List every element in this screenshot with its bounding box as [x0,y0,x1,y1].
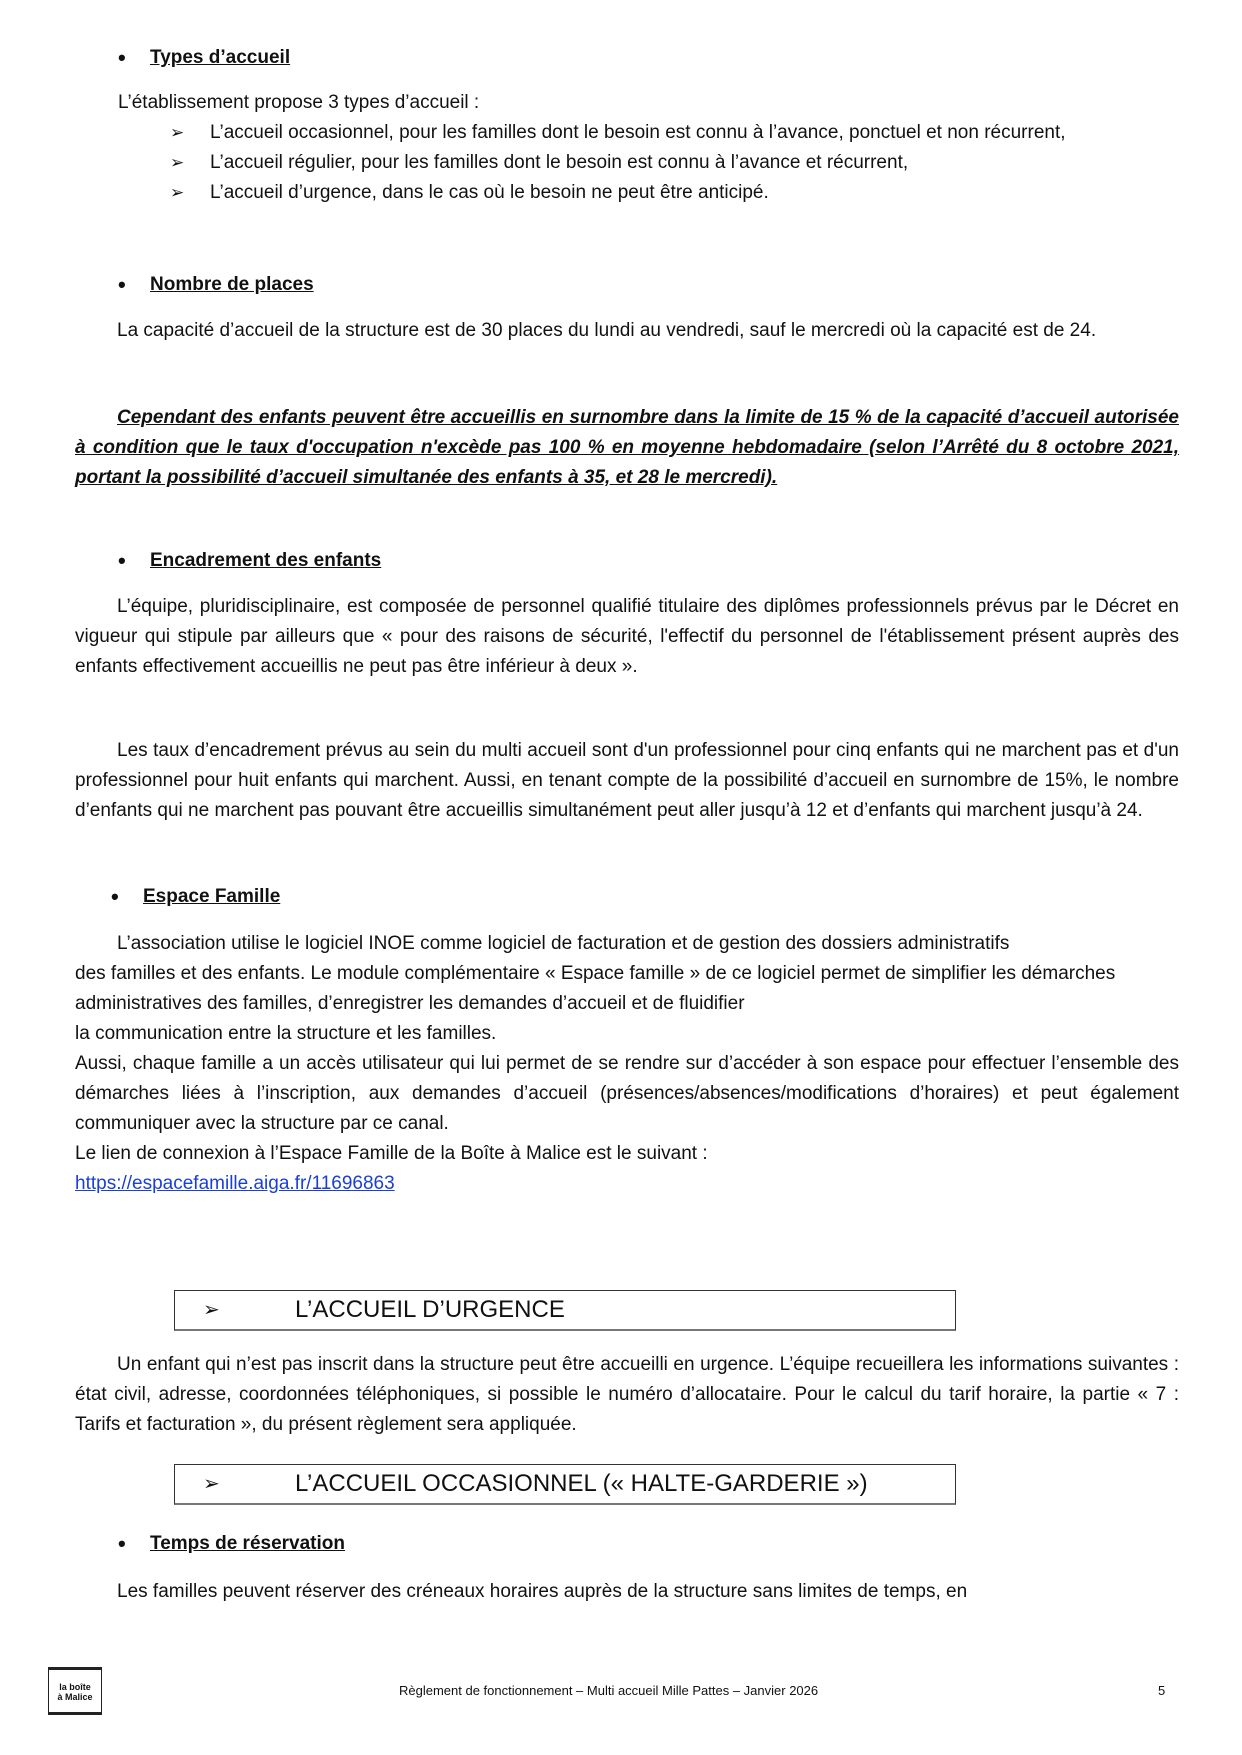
espace-famille-link[interactable]: https://espacefamille.aiga.fr/11696863 [75,1173,395,1194]
arrow-bullet-icon: ➢ [170,153,185,172]
list-item: ➢ L’accueil occasionnel, pour les familles dont le besoin est connu à l’avance, ponctuel et non récurrent, [170,118,1179,148]
footer-title: Règlement de fonctionnement – Multi accueil Mille Pattes – Janvier 2026 [399,1683,819,1698]
section-heading-encadrement: • Encadrement des enfants [118,548,382,573]
box-title: L’ACCUEIL D’URGENCE [295,1296,565,1323]
encadrement-paragraph-1: L’équipe, pluridisciplinaire, est composée de personnel qualifié titulaire des diplômes professionnels prévus par le Décret en vigueur qui stipule par ailleurs que « pour des raisons de sécurité, l'effectif du personnel de l'établissement présent auprès des enfants effectivement accueillis ne peut pas être inférieur à deux ». [75,596,1179,677]
bullet-icon: • [118,548,126,573]
bullet-icon: • [118,272,126,297]
reservation-paragraph: Les familles peuvent réserver des créneaux horaires auprès de la structure sans limites de temps, en [117,1581,968,1602]
list-item: ➢ L’accueil régulier, pour les familles dont le besoin est connu à l’avance et récurrent, [170,148,1179,178]
logo: la boîte à Malice [48,1667,102,1715]
page-number: 5 [1158,1683,1166,1698]
arrow-bullet-icon: ➢ [170,123,185,142]
bullet-icon: • [118,1531,126,1556]
section-heading-types [118,44,291,72]
page-footer [0,1665,1242,1705]
espace-famille-text: L’association utilise le logiciel INOE comme logiciel de facturation et de gestion des dossiers administratifs des familles et des enfants. Le module complémentaire « Espace famille » de ce logiciel permet de simplifier les démarches administratives des familles, d’enregistrer les demandes d’accueil et de fluidifier la communication entre la structure et les familles. Aussi, chaque famille a un accès utilisateur qui lui permet de se rendre sur d’accéder à son espace pour effectuer l’ensemble des démarches liées à l’inscription, aux demandes d’accueil (présences/absences/modifications d’horaires) et peut également communiquer avec la structure par ce canal. Le lien de connexion à l’Espace Famille de la Boîte à Malice est le suivant : https://espacefamille.aiga.fr/11696863 [75,933,1179,1194]
places-paragraph-1: La capacité d’accueil de la structure est de 30 places du lundi au vendredi, sauf le mercredi où la capacité est de 24. [117,320,1097,341]
encadrement-paragraph-2: Les taux d’encadrement prévus au sein du multi accueil sont d'un professionnel pour cinq enfants qui ne marchent pas et d'un professionnel pour huit enfants qui marchent. Aussi, en tenant compte de la possibilité d’accueil en surnombre de 15%, le nombre d’enfants qui ne marchent pas pouvant être accueillis simultanément peut aller jusqu’à 12 et d’enfants qui marchent jusqu’à 24. [75,740,1179,821]
section-box-occasionnel [174,1464,956,1505]
heading-text: Types d’accueil [150,47,291,68]
arrow-bullet-icon: ➢ [203,1473,220,1495]
section-box-urgence [174,1290,956,1331]
section-heading-places: • Nombre de places [118,272,314,297]
bullet-icon: • [111,884,119,909]
arrow-bullet-icon: ➢ [203,1299,220,1321]
places-paragraph-2: Cependant des enfants peuvent être accueillis en surnombre dans la limite de 15 % de la capacité d’accueil autorisée à condition que le taux d'occupation n'excède pas 100 % en moyenne hebdomadaire (selon l’Arrêté du 8 octobre 2021, portant la possibilité d’accueil simultanée des enfants à 35, et 28 le mercredi). [75,407,1179,488]
list-item: ➢ L’accueil d’urgence, dans le cas où le besoin ne peut être anticipé. [170,178,1179,208]
section-heading-espace-famille: • Espace Famille [111,884,281,909]
box-title: L’ACCUEIL OCCASIONNEL (« HALTE-GARDERIE ») [295,1470,868,1497]
types-intro: L’établissement propose 3 types d’accueil : [118,92,480,113]
bullet-icon: • [118,45,126,70]
types-list [170,118,1179,208]
arrow-bullet-icon: ➢ [170,183,185,202]
section-heading-reservation: • Temps de réservation [118,1531,346,1556]
urgence-paragraph: Un enfant qui n’est pas inscrit dans la structure peut être accueilli en urgence. L’équipe recueillera les informations suivantes : état civil, adresse, coordonnées téléphoniques, si possible le numéro d’allocataire. Pour le calcul du tarif horaire, la partie « 7 : Tarifs et facturation », du présent règlement sera appliquée. [75,1354,1179,1435]
